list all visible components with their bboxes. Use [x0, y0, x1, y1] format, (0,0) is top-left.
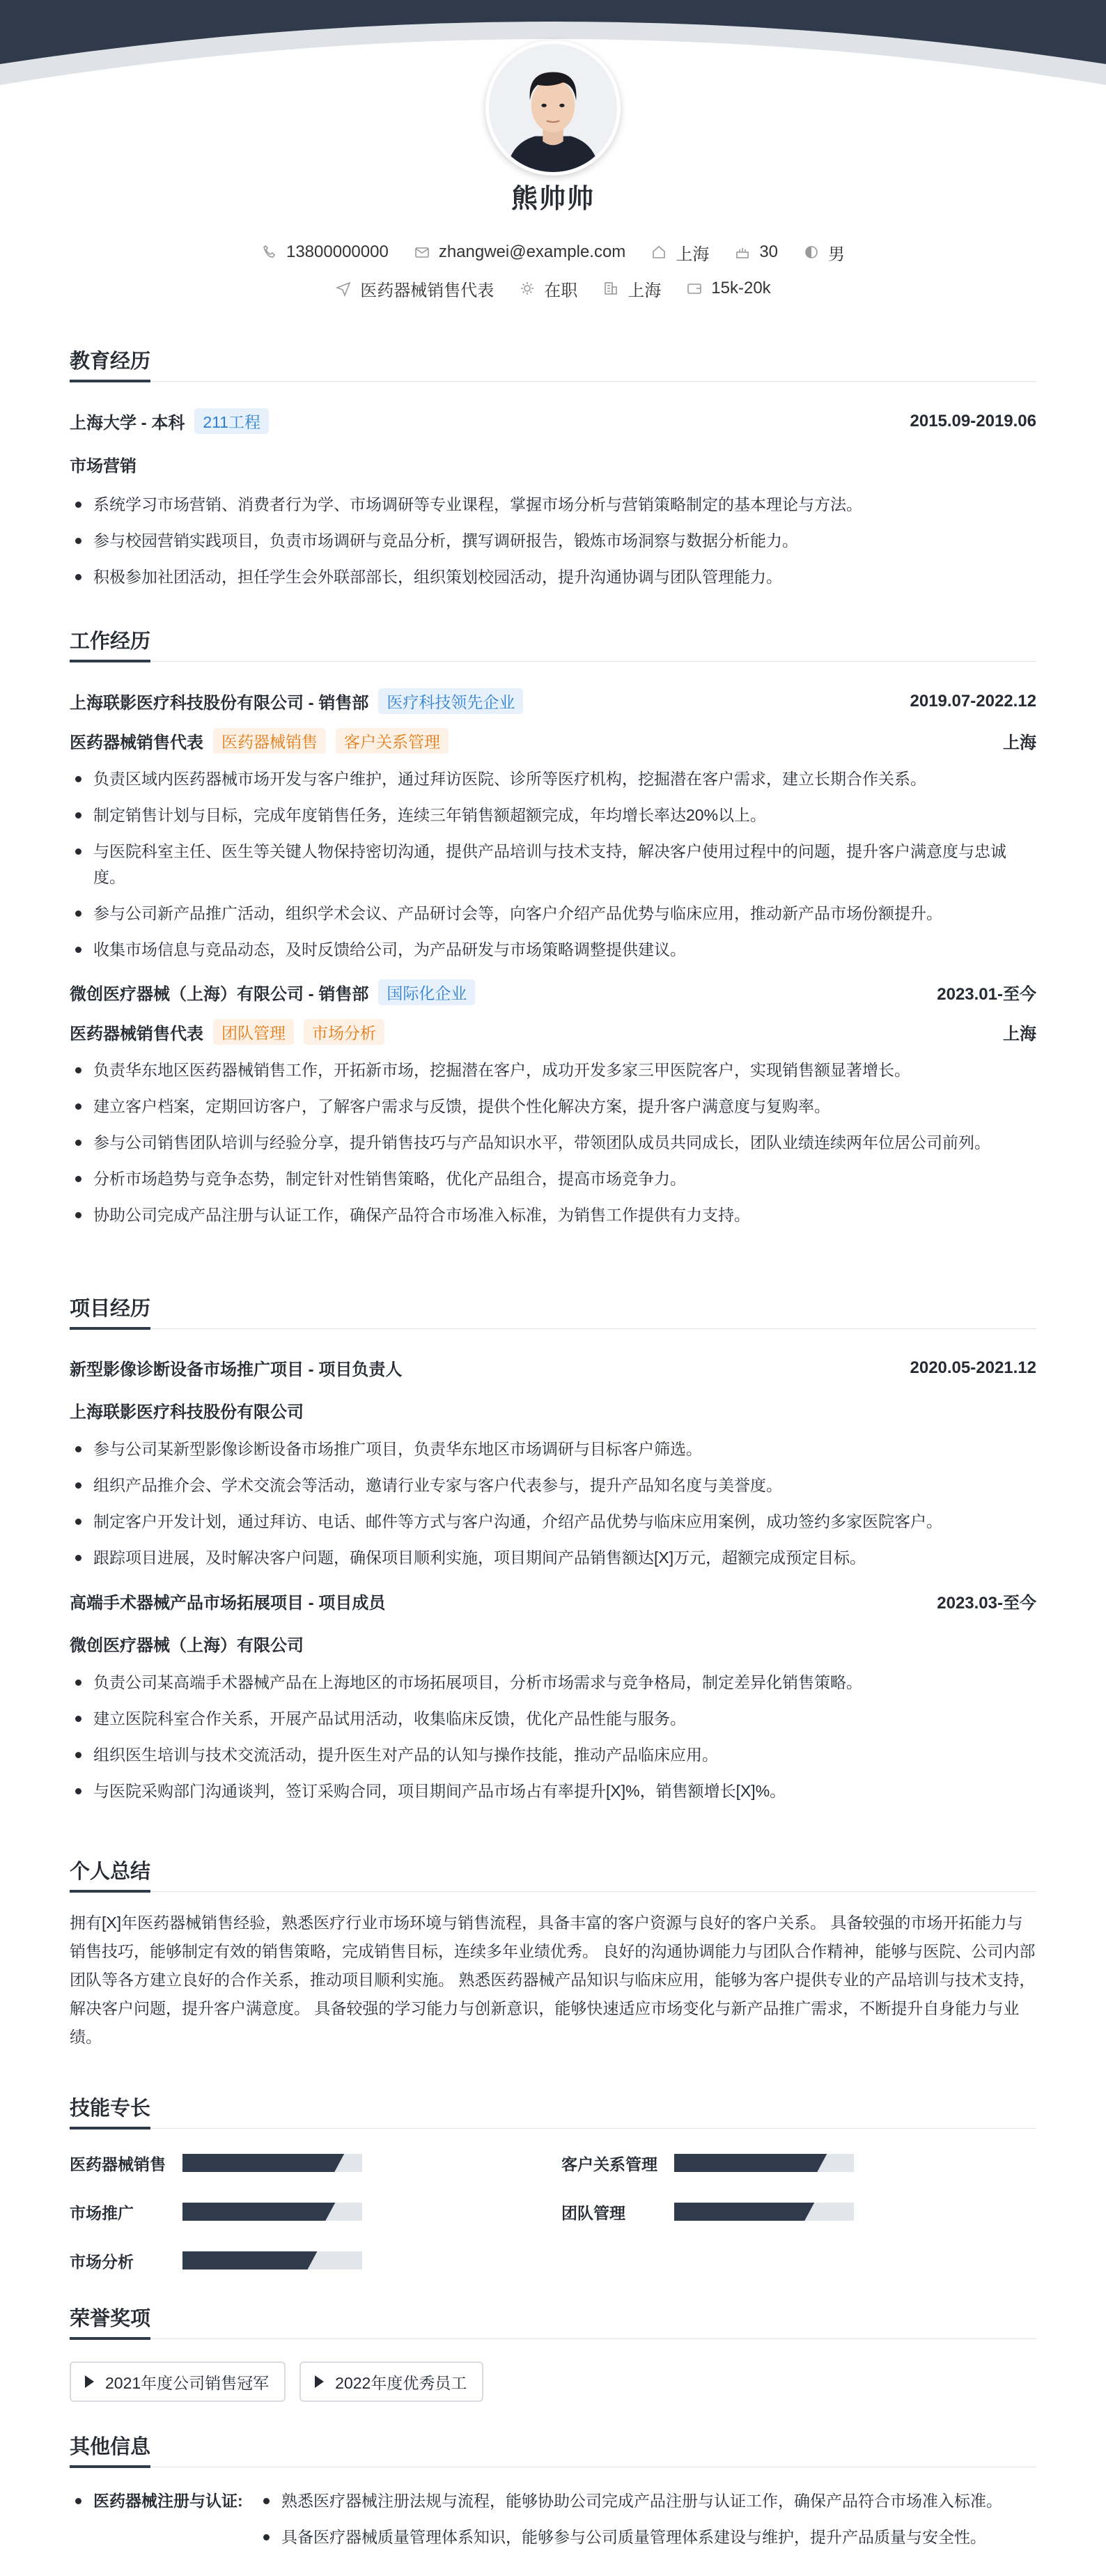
salary-text: 15k-20k: [711, 279, 771, 297]
project-date: 2020.05-2021.12: [910, 1358, 1036, 1377]
job-role: 医药器械销售代表: [70, 734, 203, 752]
skill-bar-fill: [182, 2251, 318, 2269]
project-bullets: [70, 1436, 1036, 1571]
other-bullets: [258, 2488, 1036, 2561]
skills-grid: [70, 2152, 1036, 2271]
awards-section: [70, 2303, 1036, 2402]
age-item: [734, 242, 778, 262]
send-icon: [335, 280, 352, 297]
project-header: [70, 1589, 1036, 1613]
home-icon: [651, 244, 667, 261]
job-location: 上海: [1003, 1025, 1036, 1043]
list-item: 跟踪项目进展，及时解决客户问题，确保项目顺利实施，项目期间产品销售额达[X]万元，超额完成预定目标。: [70, 1545, 1036, 1571]
building-icon: [602, 280, 619, 297]
school-tag: 211工程: [194, 408, 269, 434]
list-item: 负责区域内医药器械市场开发与客户维护，通过拜访医院、诊所等医疗机构，挖掘潜在客户需求，建立长期合作关系。: [70, 766, 1036, 792]
job-role-row: [70, 728, 1036, 754]
job-date: 2023.01-至今: [937, 985, 1036, 1004]
skill-label: 团队管理: [561, 2203, 625, 2222]
phone-text: 13800000000: [286, 242, 389, 261]
major: 市场营销: [70, 457, 137, 476]
candidate-name: 熊帅帅: [511, 185, 595, 214]
age-text: 30: [759, 242, 779, 261]
award-label: 2021年度公司销售冠军: [105, 2373, 270, 2392]
list-item: 负责公司某高端手术器械产品在上海地区的市场拓展项目，分析市场需求与竞争格局，制定差异化销售策略。: [70, 1670, 1036, 1696]
section-title: 工作经历: [70, 626, 1036, 662]
role-tag: 市场分析: [304, 1019, 384, 1045]
project-name: 新型影像诊断设备市场推广项目 - 项目负责人: [70, 1360, 403, 1379]
list-item: 积极参加社团活动，担任学生会外联部部长，组织策划校园活动，提升沟通协调与团队管理能力。: [70, 564, 1036, 590]
other-info-row: [70, 2488, 1036, 2561]
skill-label: 医药器械销售: [70, 2155, 166, 2173]
role-tag: 团队管理: [213, 1019, 294, 1045]
role-tag: 客户关系管理: [336, 728, 449, 754]
list-item: 参与公司某新型影像诊断设备市场推广项目，负责华东地区市场调研与目标客户筛选。: [70, 1436, 1036, 1462]
list-item: 参与公司销售团队培训与经验分享，提升销售技巧与产品知识水平，带领团队成员共同成长，团队业绩连续两年位居公司前列。: [70, 1130, 1036, 1156]
list-item: 参与校园营销实践项目，负责市场调研与竞品分析，撰写调研报告，锻炼市场洞察与数据分析能力。: [70, 528, 1036, 554]
project-name: 高端手术器械产品市场拓展项目 - 项目成员: [70, 1594, 386, 1613]
role-tag: 医药器械销售: [213, 728, 326, 754]
summary-text: 拥有[X]年医药器械销售经验，熟悉医疗行业市场环境与销售流程，具备丰富的客户资源与良好的客户关系。 具备较强的市场开拓能力与销售技巧，能够制定有效的销售策略，完成销售目标，连续多年业绩优秀。 良好的沟通协调能力与团队合作精神，能够与医院、公司内部团队等各方建立良好的合作关系，推动项目顺利实施。 熟悉医药器械产品知识与临床应用，能够为客户提供专业的产品培训与技术支持，解决客户问题，提升客户满意度。 具备较强的学习能力与创新意识，能够快速适应市场变化与新产品推广需求，不断提升自身能力与业绩。: [70, 1914, 1036, 2046]
list-item: 建立医院科室合作关系，开展产品试用活动，收集临床反馈，优化产品性能与服务。: [70, 1706, 1036, 1732]
status-item: [519, 277, 577, 301]
job-title-item: [335, 277, 494, 301]
awards-list: [70, 2361, 1036, 2402]
gender-text: 男: [828, 245, 846, 264]
list-item: 收集市场信息与竞品动态，及时反馈给公司，为产品研发与市场策略调整提供建议。: [70, 937, 1036, 963]
skill-bar: [674, 2203, 854, 2221]
education-date: 2015.09-2019.06: [910, 411, 1036, 430]
contact-info-row: [0, 241, 1106, 263]
list-item: 组织医生培训与技术交流活动，提升医生对产品的认知与操作技能，推动产品临床应用。: [70, 1742, 1036, 1768]
list-item: 负责华东地区医药器械销售工作，开拓新市场，挖掘潜在客户，成功开发多家三甲医院客户，实现销售额显著增长。: [70, 1057, 1036, 1083]
skill-bar: [182, 2251, 362, 2269]
email-item: [414, 242, 626, 262]
avatar-photo: [489, 44, 617, 172]
list-item: 熟悉医疗器械注册法规与流程，能够协助公司完成产品注册与认证工作，确保产品符合市场准入标准。: [258, 2488, 1036, 2514]
play-icon: [85, 2375, 94, 2388]
other-section: [70, 2431, 1036, 2561]
list-item: 制定销售计划与目标，完成年度销售任务，连续三年销售额超额完成，年均增长率达20%以上。: [70, 802, 1036, 828]
company-name: 微创医疗器械（上海）有限公司 - 销售部: [70, 985, 369, 1004]
job-title-text: 医药器械销售代表: [360, 281, 494, 300]
skill-bar: [182, 2154, 362, 2172]
skill-bar-fill: [182, 2154, 344, 2172]
skill-label: 市场推广: [70, 2203, 134, 2222]
phone-item: [261, 242, 389, 262]
skill-label: 市场分析: [70, 2252, 134, 2271]
job-city-item: [602, 277, 661, 301]
gender-icon: [803, 244, 820, 261]
list-item: 建立客户档案，定期回访客户，了解客户需求与反馈，提供个性化解决方案，提升客户满意度与复购率。: [70, 1094, 1036, 1119]
award-badge: [299, 2361, 483, 2402]
list-item: 与医院科室主任、医生等关键人物保持密切沟通，提供产品培训与技术支持，解决客户使用过程中的问题，提升客户满意度与忠诚度。: [70, 839, 1036, 890]
company-tag: 医疗科技领先企业: [378, 688, 523, 714]
list-item: 具备医疗器械质量管理体系知识，能够参与公司质量管理体系建设与维护，提升产品质量与安全性。: [258, 2524, 1036, 2550]
cake-icon: [734, 244, 751, 261]
project-bullets: [70, 1670, 1036, 1804]
list-item: 与医院采购部门沟通谈判，签订采购合同，项目期间产品市场占有率提升[X]%，销售额增长[X]%。: [70, 1778, 1036, 1804]
list-item: 系统学习市场营销、消费者行为学、市场调研等专业课程，掌握市场分析与营销策略制定的基本理论与方法。: [70, 492, 1036, 518]
mail-icon: [414, 244, 430, 261]
skill-item: [70, 2152, 561, 2173]
work-section: [70, 626, 1036, 1239]
status-text: 在职: [544, 281, 578, 300]
job-role: 医药器械销售代表: [70, 1025, 203, 1043]
skill-bar-fill: [182, 2203, 335, 2221]
job-city-text: 上海: [628, 281, 662, 300]
project-date: 2023.03-至今: [937, 1594, 1036, 1613]
skill-label: 客户关系管理: [561, 2155, 657, 2173]
project-org: 微创医疗器械（上海）有限公司: [70, 1636, 304, 1655]
email-text: zhangwei@example.com: [438, 242, 626, 261]
education-section: [70, 346, 1036, 600]
section-title: 个人总结: [70, 1856, 1036, 1892]
list-item: 参与公司新产品推广活动，组织学术会议、产品研讨会等，向客户介绍产品优势与临床应用，推动新产品市场份额提升。: [70, 901, 1036, 926]
city-text: 上海: [676, 245, 710, 264]
gender-item: [803, 240, 845, 265]
wallet-icon: [686, 280, 703, 297]
list-item: 制定客户开发计划，通过拜访、电话、邮件等方式与客户沟通，介绍产品优势与临床应用案例，成功签约多家医院客户。: [70, 1509, 1036, 1535]
company-name: 上海联影医疗科技股份有限公司 - 销售部: [70, 694, 369, 713]
job-header: [70, 688, 1036, 714]
school-name: 上海大学 - 本科: [70, 414, 185, 433]
projects-section: [70, 1293, 1036, 1815]
list-item: 组织产品推介会、学术交流会等活动，邀请行业专家与客户代表参与，提升产品知名度与美誉度。: [70, 1473, 1036, 1498]
job-header: [70, 979, 1036, 1005]
gear-icon: [519, 280, 536, 297]
company-tag: 国际化企业: [378, 979, 475, 1005]
skill-item: [561, 2152, 1036, 2173]
phone-icon: [261, 244, 278, 261]
award-badge: [70, 2361, 286, 2402]
skills-section: [70, 2093, 1036, 2271]
section-title: 项目经历: [70, 1293, 1036, 1329]
section-title: 荣誉奖项: [70, 2303, 1036, 2339]
skill-bar-fill: [674, 2154, 827, 2172]
education-header: [70, 408, 1036, 434]
project-org: 上海联影医疗科技股份有限公司: [70, 1403, 304, 1422]
city-item: [651, 240, 709, 265]
list-item: 分析市场趋势与竞争态势，制定针对性销售策略，优化产品组合，提高市场竞争力。: [70, 1166, 1036, 1192]
skill-bar: [182, 2203, 362, 2221]
section-title: 教育经历: [70, 346, 1036, 382]
job-intent-row: [0, 277, 1106, 300]
other-label: 医药器械注册与认证:: [70, 2488, 258, 2561]
job-role-row: [70, 1019, 1036, 1045]
summary-section: [70, 1856, 1036, 2051]
skill-item: [561, 2201, 1036, 2222]
list-item: 协助公司完成产品注册与认证工作，确保产品符合市场准入标准，为销售工作提供有力支持。: [70, 1202, 1036, 1228]
avatar: [485, 40, 621, 176]
job-bullets: [70, 766, 1036, 963]
skill-item: [70, 2201, 561, 2222]
job-location: 上海: [1003, 734, 1036, 752]
job-bullets: [70, 1057, 1036, 1228]
award-label: 2022年度优秀员工: [335, 2373, 467, 2392]
skill-bar-fill: [674, 2203, 814, 2221]
job-date: 2019.07-2022.12: [910, 691, 1036, 711]
play-icon: [315, 2375, 324, 2388]
skill-bar: [674, 2154, 854, 2172]
skill-item: [70, 2250, 561, 2271]
salary-item: [686, 279, 770, 298]
section-title: 技能专长: [70, 2093, 1036, 2129]
section-title: 其他信息: [70, 2431, 1036, 2467]
education-bullets: [70, 492, 1036, 590]
project-header: [70, 1356, 1036, 1380]
